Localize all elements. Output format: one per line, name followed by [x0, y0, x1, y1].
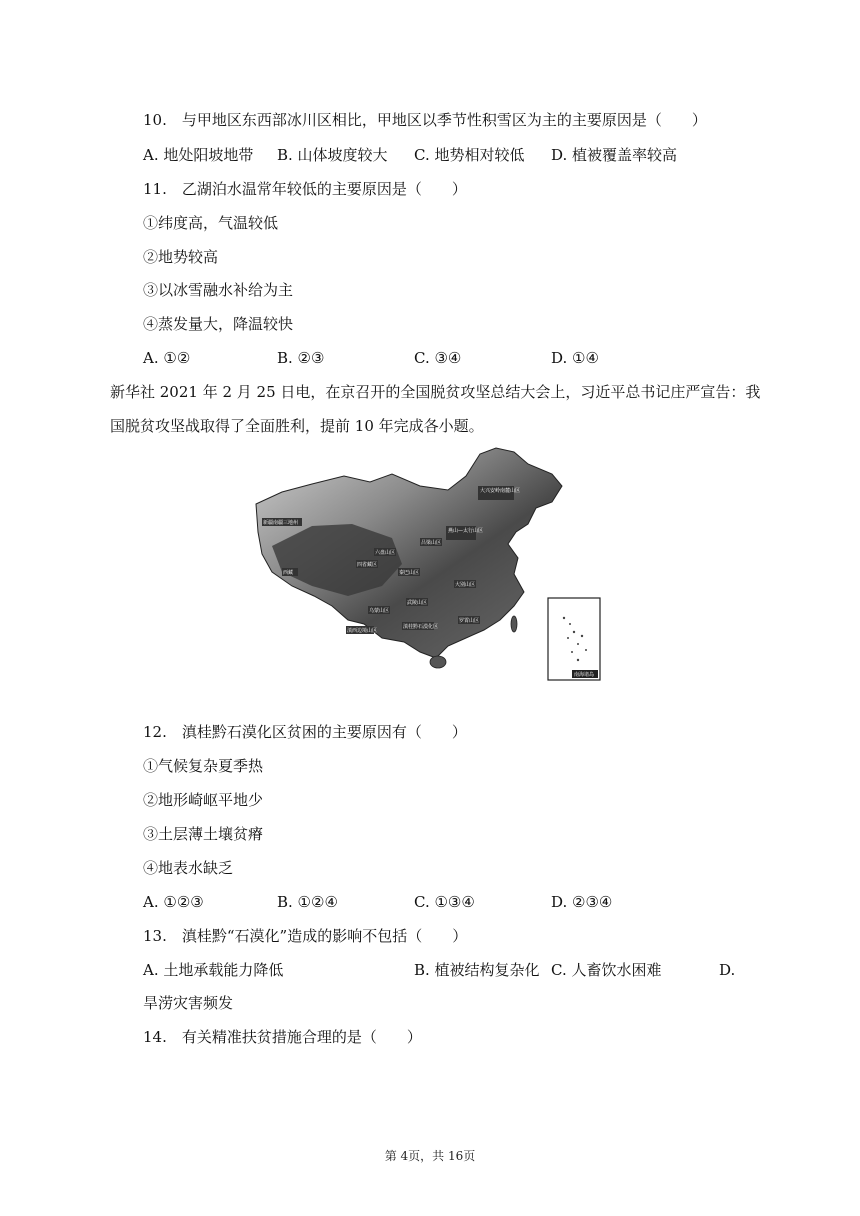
- label-luoxiao: 罗霄山区: [459, 618, 480, 624]
- label-wumeng: 乌蒙山区: [369, 608, 390, 614]
- q12-item-2: ②地形崎岖平地少: [143, 791, 264, 809]
- q11-item-4: ④蒸发量大，降温较快: [143, 315, 294, 333]
- q12-option-b: B. ①②④: [277, 893, 338, 911]
- label-sisheng-zangqu: 四省藏区: [357, 562, 378, 568]
- q12-option-d: D. ②③④: [551, 893, 613, 911]
- q10-option-a: A. 地处阳坡地带: [143, 146, 254, 164]
- page-footer: 第 4页，共 16页: [384, 1149, 476, 1163]
- china-poverty-map: [252, 446, 602, 686]
- q11-option-a: A. ①②: [143, 349, 191, 367]
- q11-option-b: B. ②③: [277, 349, 325, 367]
- label-daxinganling: 大兴安岭南麓山区: [480, 488, 521, 494]
- q14-stem: 14. 有关精准扶贫措施合理的是（ ）: [143, 1028, 422, 1046]
- q11-option-c: C. ③④: [414, 349, 462, 367]
- label-wuling: 武陵山区: [407, 600, 428, 606]
- q10-option-d: D. 植被覆盖率较高: [551, 146, 678, 164]
- q13-option-b: B. 植被结构复杂化: [414, 961, 540, 979]
- q13-option-a: A. 土地承载能力降低: [143, 961, 284, 979]
- intro-line-1: 新华社 2021 年 2 月 25 日电，在京召开的全国脱贫攻坚总结大会上，习近平总书记庄严宣告：我: [110, 383, 761, 401]
- south-sea-inset: [548, 598, 600, 680]
- label-dian-gui-qian: 滇桂黔石漠化区: [403, 624, 439, 630]
- label-xinjiang-nanjiang: 新疆南疆三地州: [263, 520, 299, 526]
- label-dianxi: 滇西边境山区: [347, 628, 378, 634]
- taiwan-island: [511, 616, 517, 632]
- q12-item-4: ④地表水缺乏: [143, 859, 234, 877]
- q10-option-b: B. 山体坡度较大: [277, 146, 388, 164]
- q13-stem: 13. 滇桂黔“石漠化”造成的影响不包括（ ）: [143, 927, 468, 945]
- q12-item-3: ③土层薄土壤贫瘠: [143, 825, 264, 843]
- label-dabie: 大别山区: [455, 582, 476, 588]
- q11-stem: 11. 乙湖泊水温常年较低的主要原因是（ ）: [143, 180, 467, 198]
- q12-stem: 12. 滇桂黔石漠化区贫困的主要原因有（ ）: [143, 723, 467, 741]
- q13-option-d-text: 旱涝灾害频发: [143, 994, 234, 1012]
- hainan-island: [430, 656, 446, 668]
- q11-item-2: ②地势较高: [143, 248, 219, 266]
- label-yanshan-taihang: 燕山—太行山区: [448, 528, 484, 534]
- q12-option-a: A. ①②③: [143, 893, 204, 911]
- q11-item-3: ③以冰雪融水补给为主: [143, 281, 294, 299]
- q10-option-c: C. 地势相对较低: [414, 146, 525, 164]
- label-qinba: 秦巴山区: [399, 570, 420, 576]
- q10-stem: 10. 与甲地区东西部冰川区相比，甲地区以季节性积雪区为主的主要原因是（ ）: [143, 111, 707, 129]
- label-lvliang: 吕梁山区: [421, 540, 442, 546]
- inset-label: 南海诸岛: [574, 672, 595, 678]
- intro-line-2: 国脱贫攻坚战取得了全面胜利，提前 10 年完成各小题。: [110, 417, 484, 435]
- q11-option-d: D. ①④: [551, 349, 599, 367]
- q13-option-d: D.: [719, 961, 736, 979]
- label-xizang: 西藏: [283, 570, 294, 576]
- q12-option-c: C. ①③④: [414, 893, 475, 911]
- q12-item-1: ①气候复杂夏季热: [143, 757, 264, 775]
- label-liupan: 六盘山区: [375, 550, 396, 556]
- china-map-image: [252, 446, 602, 686]
- q13-option-c: C. 人畜饮水困难: [551, 961, 662, 979]
- q11-item-1: ①纬度高，气温较低: [143, 214, 279, 232]
